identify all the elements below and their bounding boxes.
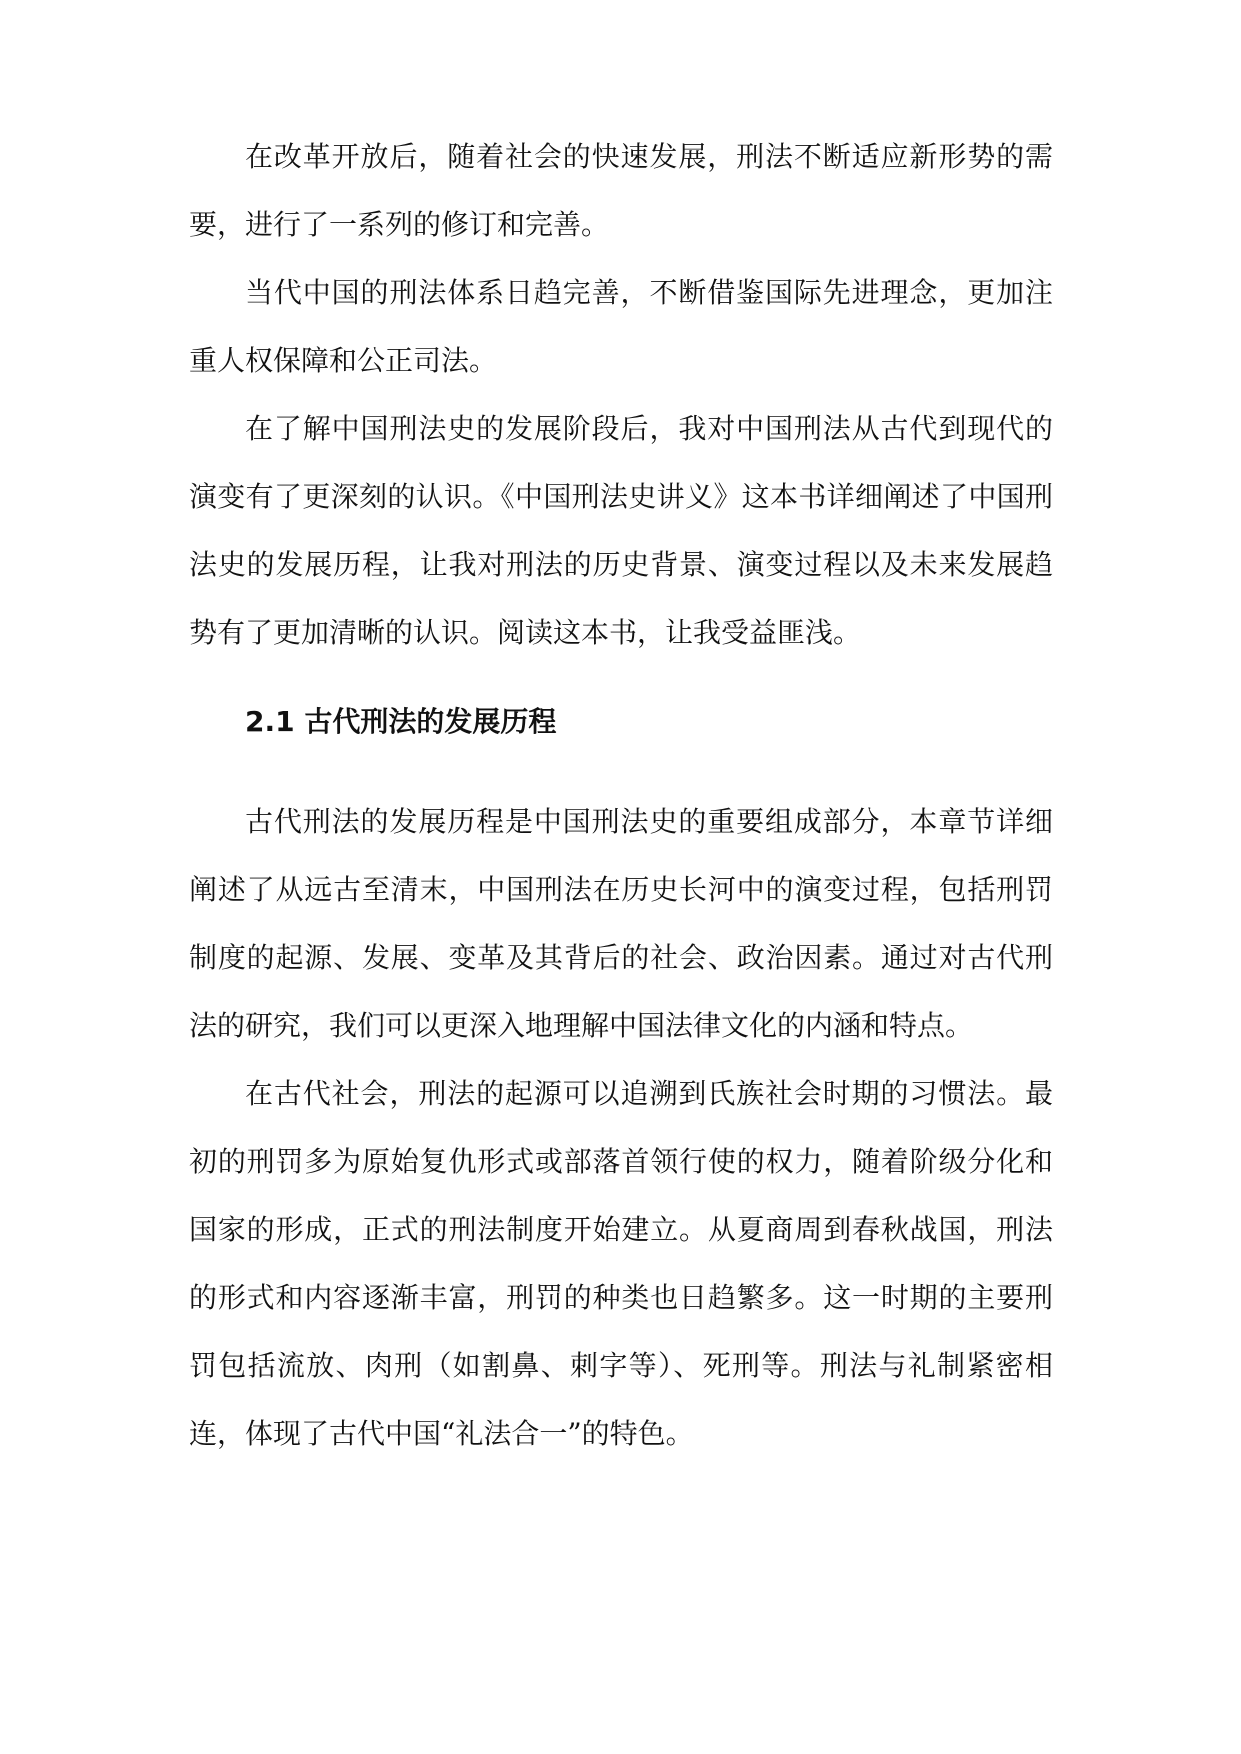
paragraph-contemporary-system: 当代中国的刑法体系日趋完善，不断借鉴国际先进理念，更加注重人权保障和公正司法。	[189, 276, 1053, 377]
paragraph-reading-reflection: 在了解中国刑法史的发展阶段后，我对中国刑法从古代到现代的演变有了更深刻的认识。《中国刑法史讲义》这本书详细阐述了中国刑法史的发展历程，让我对刑法的历史背景、演变过程以及未来发展趋势有了更加清晰的认识。阅读这本书，让我受益匪浅。	[189, 412, 1053, 649]
paragraph-ancient-overview: 古代刑法的发展历程是中国刑法史的重要组成部分，本章节详细阐述了从远古至清末，中国刑法在历史长河中的演变过程，包括刑罚制度的起源、发展、变革及其背后的社会、政治因素。通过对古代刑法的研究，我们可以更深入地理解中国法律文化的内涵和特点。	[189, 805, 1053, 1042]
paragraph-reform-era: 在改革开放后，随着社会的快速发展，刑法不断适应新形势的需要，进行了一系列的修订和完善。	[189, 140, 1053, 241]
section-heading: 2.1 古代刑法的发展历程	[245, 705, 557, 738]
paragraph-ancient-origins: 在古代社会，刑法的起源可以追溯到氏族社会时期的习惯法。最初的刑罚多为原始复仇形式或部落首领行使的权力，随着阶级分化和国家的形成，正式的刑法制度开始建立。从夏商周到春秋战国，刑法的形式和内容逐渐丰富，刑罚的种类也日趋繁多。这一时期的主要刑罚包括流放、肉刑（如割鼻、刺字等）、死刑等。刑法与礼制紧密相连，体现了古代中国“礼法合一”的特色。	[189, 1077, 1053, 1450]
